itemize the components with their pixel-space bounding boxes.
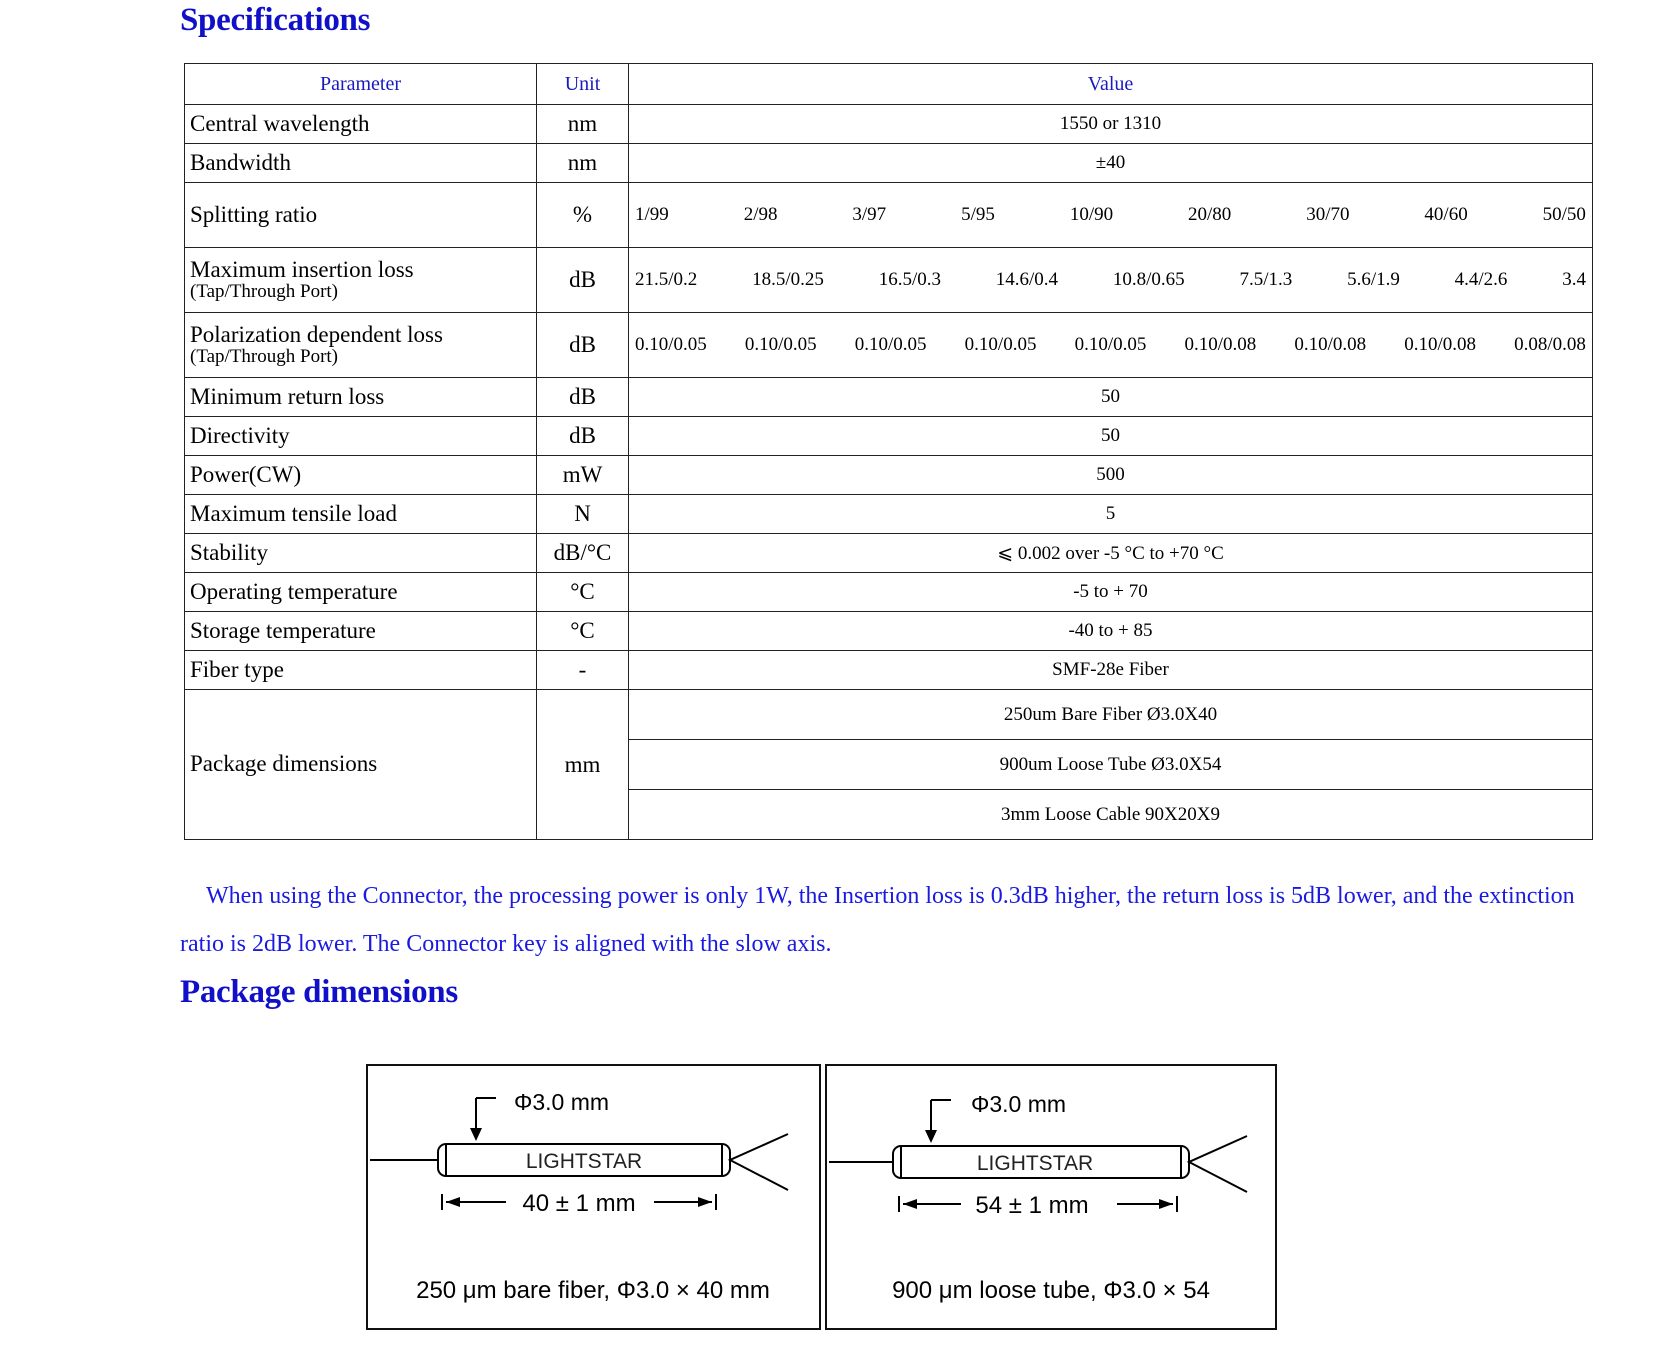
- value-item: 5/95: [961, 204, 995, 225]
- bare-fiber-drawing: [368, 1066, 819, 1328]
- value-cell: 500: [629, 456, 1593, 495]
- value-item: 1/99: [635, 204, 669, 225]
- arrow-right-icon: [1159, 1199, 1173, 1209]
- value-item: 0.10/0.08: [1294, 334, 1367, 355]
- param-label: Maximum insertion loss: [190, 256, 414, 282]
- param-cell: Central wavelength: [185, 105, 537, 144]
- value-item: 20/80: [1188, 204, 1232, 225]
- package-option: 3mm Loose Cable 90X20X9: [1000, 803, 1220, 825]
- table-row: [185, 690, 1593, 840]
- arrow-down-icon: [925, 1130, 937, 1143]
- value-cell: 5: [629, 495, 1593, 534]
- param-cell: Stability: [185, 534, 537, 573]
- value-cell: [629, 690, 1593, 840]
- param-sublabel: (Tap/Through Port): [190, 346, 339, 368]
- fiber-fanout: [730, 1134, 788, 1190]
- table-row: [185, 573, 1593, 612]
- value-cell: SMF-28e Fiber: [629, 651, 1593, 690]
- value-item: 0.10/0.05: [744, 334, 817, 355]
- table-row: [185, 105, 1593, 144]
- value-cell: -5 to + 70: [629, 573, 1593, 612]
- value-item: 0.10/0.05: [635, 334, 707, 355]
- value-cell: 50: [629, 378, 1593, 417]
- header-unit: Unit: [537, 64, 629, 105]
- table-row: [185, 534, 1593, 573]
- value-item: 10/90: [1069, 204, 1114, 225]
- value-item: 0.10/0.08: [1404, 334, 1477, 355]
- unit-cell: nm: [537, 105, 629, 144]
- value-item: 0.08/0.08: [1514, 334, 1586, 355]
- brand-label: LIGHTSTAR: [976, 1152, 1094, 1175]
- value-cell: ±40: [629, 144, 1593, 183]
- table-row: [185, 417, 1593, 456]
- unit-cell: dB: [537, 248, 629, 313]
- arrow-right-icon: [698, 1197, 712, 1207]
- diagram-bare-fiber: [366, 1064, 821, 1330]
- param-cell: Bandwidth: [185, 144, 537, 183]
- arrow-down-icon: [470, 1128, 482, 1141]
- header-value: Value: [629, 64, 1593, 105]
- diagram-loose-tube: [825, 1064, 1277, 1330]
- unit-cell: dB: [537, 313, 629, 378]
- param-cell: Splitting ratio: [185, 183, 537, 248]
- unit-cell: dB: [537, 417, 629, 456]
- table-row: [185, 495, 1593, 534]
- value-item: 0.10/0.08: [1184, 334, 1257, 355]
- splitting-ratio-values: [629, 204, 1592, 226]
- table-row: [185, 612, 1593, 651]
- unit-cell: mm: [537, 690, 629, 840]
- param-cell: Directivity: [185, 417, 537, 456]
- unit-cell: N: [537, 495, 629, 534]
- param-cell: Fiber type: [185, 651, 537, 690]
- param-cell: [185, 248, 537, 313]
- param-cell: Storage temperature: [185, 612, 537, 651]
- diagram-caption: 250 μm bare fiber, Φ3.0 × 40 mm: [416, 1277, 770, 1304]
- pdl-values: [629, 334, 1592, 356]
- arrow-left-icon: [903, 1199, 917, 1209]
- value-item: 40/60: [1424, 204, 1468, 225]
- value-item: 21.5/0.2: [635, 269, 698, 290]
- unit-cell: mW: [537, 456, 629, 495]
- table-row: [185, 183, 1593, 248]
- param-cell: [185, 313, 537, 378]
- unit-cell: nm: [537, 144, 629, 183]
- value-item: 30/70: [1306, 204, 1350, 225]
- value-cell: [629, 183, 1593, 248]
- loose-tube-drawing: [827, 1066, 1275, 1328]
- package-dimensions-heading: Package dimensions: [180, 974, 458, 1010]
- value-item: 18.5/0.25: [752, 269, 824, 290]
- value-item: 0.10/0.05: [964, 334, 1037, 355]
- unit-cell: dB/°C: [537, 534, 629, 573]
- specifications-heading: Specifications: [180, 2, 371, 38]
- value-item: 2/98: [743, 204, 778, 225]
- diameter-label: Φ3.0 mm: [514, 1089, 610, 1115]
- package-option: 900um Loose Tube Ø3.0X54: [629, 740, 1592, 790]
- value-item: 3/97: [852, 204, 887, 225]
- brand-label: LIGHTSTAR: [525, 1150, 643, 1173]
- diameter-label: Φ3.0 mm: [971, 1091, 1067, 1117]
- value-item: 10.8/0.65: [1112, 269, 1185, 290]
- table-row: [185, 313, 1593, 378]
- unit-cell: dB: [537, 378, 629, 417]
- table-row: [185, 651, 1593, 690]
- param-cell: Operating temperature: [185, 573, 537, 612]
- unit-cell: %: [537, 183, 629, 248]
- table-header-row: [185, 64, 1593, 105]
- value-item: 5.6/1.9: [1347, 269, 1400, 290]
- param-label: Polarization dependent loss: [190, 321, 443, 347]
- value-cell: [629, 313, 1593, 378]
- connector-note: When using the Connector, the processing power is only 1W, the Insertion loss is 0.3dB higher, the return loss is 5dB lower, and the extinction ratio is 2dB lower. The Connector key is aligned with the slow axis.: [180, 883, 1575, 957]
- header-parameter: Parameter: [185, 64, 537, 105]
- value-item: 0.10/0.05: [854, 334, 927, 355]
- unit-cell: -: [537, 651, 629, 690]
- value-item: 7.5/1.3: [1239, 269, 1293, 290]
- unit-cell: °C: [537, 573, 629, 612]
- value-item: 14.6/0.4: [995, 269, 1059, 290]
- insertion-loss-values: [629, 269, 1592, 291]
- arrow-left-icon: [446, 1197, 460, 1207]
- param-cell: Minimum return loss: [185, 378, 537, 417]
- table-row: [185, 248, 1593, 313]
- value-cell: ⩽ 0.002 over -5 °C to +70 °C: [629, 534, 1593, 573]
- package-values: [629, 690, 1592, 839]
- table-row: [185, 378, 1593, 417]
- param-cell: Power(CW): [185, 456, 537, 495]
- length-label: 54 ± 1 mm: [975, 1192, 1089, 1219]
- table-row: [185, 144, 1593, 183]
- length-label: 40 ± 1 mm: [522, 1190, 636, 1217]
- unit-cell: °C: [537, 612, 629, 651]
- value-item: 3.4: [1562, 269, 1586, 290]
- package-option: 250um Bare Fiber Ø3.0X40: [629, 690, 1592, 740]
- param-cell: Maximum tensile load: [185, 495, 537, 534]
- value-cell: 50: [629, 417, 1593, 456]
- value-item: 16.5/0.3: [878, 269, 941, 290]
- value-item: 50/50: [1542, 204, 1586, 225]
- value-cell: 1550 or 1310: [629, 105, 1593, 144]
- value-cell: [629, 248, 1593, 313]
- value-item: 4.4/2.6: [1454, 269, 1508, 290]
- param-cell: Package dimensions: [185, 690, 537, 840]
- param-sublabel: (Tap/Through Port): [190, 281, 339, 303]
- table-row: [185, 456, 1593, 495]
- specifications-table: [184, 63, 1593, 840]
- diagram-caption: 900 μm loose tube, Φ3.0 × 54: [892, 1277, 1210, 1304]
- value-cell: -40 to + 85: [629, 612, 1593, 651]
- fiber-fanout: [1189, 1136, 1247, 1192]
- value-item: 0.10/0.05: [1074, 334, 1147, 355]
